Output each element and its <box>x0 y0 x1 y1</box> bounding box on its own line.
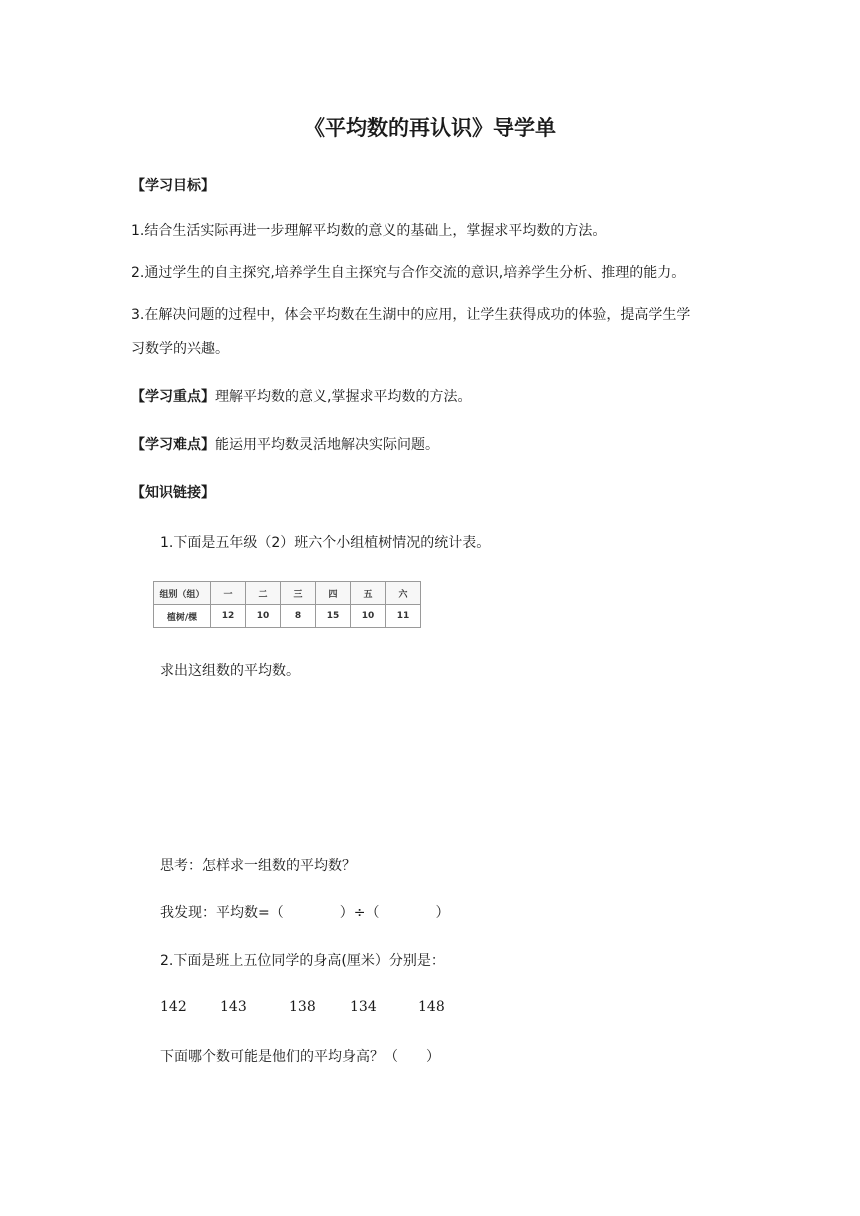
table-row <box>154 582 421 605</box>
group-cell: 四 <box>316 582 351 605</box>
table-header-label: 组别（组） <box>154 582 211 605</box>
knowledge-heading: 【知识链接】 <box>131 485 215 501</box>
value-cell: 10 <box>246 605 281 628</box>
value-cell: 10 <box>351 605 386 628</box>
table-row-label: 植树/棵 <box>154 605 211 628</box>
height-value: 134 <box>350 999 377 1015</box>
question-2: 下面哪个数可能是他们的平均身高？（ ） <box>160 1049 440 1065</box>
key-point <box>131 386 471 406</box>
difficulty <box>131 434 439 454</box>
value-cell: 8 <box>281 605 316 628</box>
group-cell: 二 <box>246 582 281 605</box>
difficulty-text: 能运用平均数灵活地解决实际问题。 <box>215 437 439 453</box>
key-point-label: 【学习重点】 <box>131 389 215 405</box>
objective-3-continued: 习数学的兴趣。 <box>131 341 229 357</box>
value-cell: 12 <box>211 605 246 628</box>
page-title: 《平均数的再认识》导学单 <box>304 116 556 140</box>
group-cell: 五 <box>351 582 386 605</box>
objective-2: 2.通过学生的自主探究,培养学生自主探究与合作交流的意识,培养学生分析、推理的能力。 <box>131 265 686 281</box>
group-cell: 六 <box>386 582 421 605</box>
objectives-heading: 【学习目标】 <box>131 178 215 194</box>
table-row <box>154 605 421 628</box>
group-cell: 一 <box>211 582 246 605</box>
discover-formula: 我发现：平均数=（ ）÷（ ） <box>160 905 450 921</box>
value-cell: 11 <box>386 605 421 628</box>
objective-1: 1.结合生活实际再进一步理解平均数的意义的基础上，掌握求平均数的方法。 <box>131 223 607 239</box>
think-prompt: 思考：怎样求一组数的平均数？ <box>160 858 356 874</box>
height-value: 148 <box>418 999 445 1015</box>
question-1-intro: 1.下面是五年级（2）班六个小组植树情况的统计表。 <box>160 535 491 551</box>
difficulty-label: 【学习难点】 <box>131 437 215 453</box>
group-cell: 三 <box>281 582 316 605</box>
height-value: 138 <box>289 999 316 1015</box>
height-value: 143 <box>220 999 247 1015</box>
objective-3: 3.在解决问题的过程中，体会平均数在生湖中的应用，让学生获得成功的体验，提高学生学 <box>131 307 691 323</box>
value-cell: 15 <box>316 605 351 628</box>
tree-planting-table <box>153 581 421 628</box>
question-1-task: 求出这组数的平均数。 <box>160 663 300 679</box>
height-value: 142 <box>160 999 187 1015</box>
question-2-intro: 2.下面是班上五位同学的身高(厘米）分别是： <box>160 953 445 969</box>
key-point-text: 理解平均数的意义,掌握求平均数的方法。 <box>215 389 472 405</box>
